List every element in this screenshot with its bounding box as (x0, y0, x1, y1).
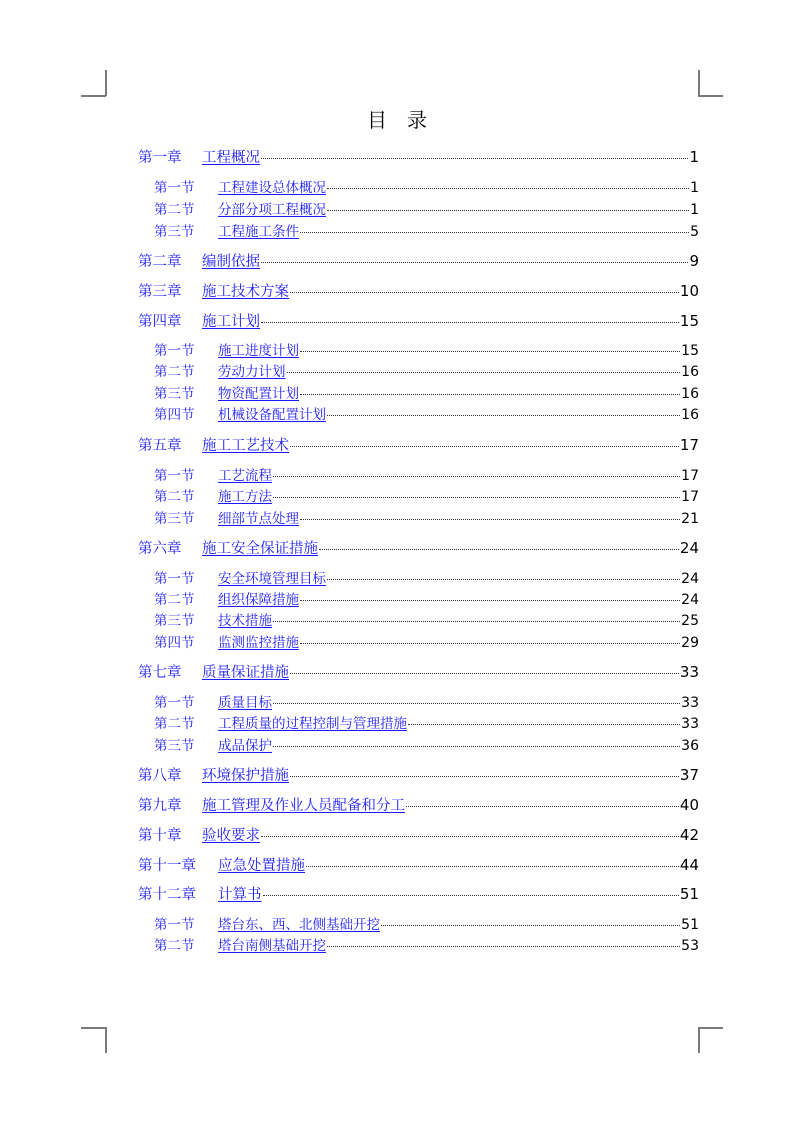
toc-section-row[interactable] (154, 220, 699, 240)
dot-leader (300, 232, 689, 233)
toc-section-row[interactable] (154, 403, 699, 423)
toc-entry-title-link[interactable]: 施工方法 (218, 489, 272, 505)
toc-entry-title-link[interactable]: 施工技术方案 (202, 284, 289, 300)
toc-entry-number-link[interactable]: 第七章 (138, 665, 182, 681)
toc-entry-title-link[interactable]: 施工管理及作业人员配备和分工 (202, 798, 405, 814)
toc-chapter-row[interactable] (138, 537, 699, 557)
toc-chapter-row[interactable] (138, 250, 699, 270)
toc-section-row[interactable] (154, 588, 699, 608)
toc-page-number: 15 (679, 312, 699, 330)
dot-leader (327, 946, 680, 947)
toc-page-number: 17 (681, 489, 699, 505)
dot-leader (300, 394, 680, 395)
toc-entry-number-link[interactable]: 第九章 (138, 798, 182, 814)
toc-chapter-row[interactable] (138, 883, 699, 903)
dot-leader (261, 158, 688, 159)
dot-leader (273, 476, 680, 477)
toc-entry-number-link[interactable]: 第三章 (138, 284, 182, 300)
toc-entry-title-link[interactable]: 工程概况 (202, 150, 260, 166)
toc-entry-number-link[interactable]: 第三节 (154, 386, 195, 402)
toc-entry-number-link[interactable]: 第二节 (154, 716, 195, 732)
toc-entry-number-link[interactable]: 第一节 (154, 695, 195, 711)
toc-entry-title-link[interactable]: 塔台东、西、北侧基础开挖 (218, 917, 380, 933)
toc-entry-title-link[interactable]: 计算书 (218, 887, 262, 903)
toc-entry-number-link[interactable]: 第二节 (154, 364, 195, 380)
dot-leader (327, 415, 680, 416)
dot-leader (327, 188, 689, 189)
dot-leader (290, 673, 679, 674)
toc-entry-number-link[interactable]: 第三节 (154, 511, 195, 527)
toc-entry-title-link[interactable]: 安全环境管理目标 (218, 571, 326, 587)
toc-section-row[interactable] (154, 734, 699, 754)
toc-page-number: 53 (681, 938, 699, 954)
dot-leader (300, 643, 680, 644)
dot-leader (290, 292, 679, 293)
toc-entry-number-link[interactable]: 第十章 (138, 828, 182, 844)
dot-leader (261, 836, 679, 837)
toc-page-number: 16 (681, 386, 699, 402)
toc-entry-number-link[interactable]: 第十二章 (138, 887, 196, 903)
dot-leader (290, 776, 679, 777)
toc-entry-title-link[interactable]: 细部节点处理 (218, 511, 299, 527)
toc-entry-title-link[interactable]: 分部分项工程概况 (218, 202, 326, 218)
toc-entry-title-link[interactable]: 工艺流程 (218, 468, 272, 484)
toc-entry-number-link[interactable]: 第二节 (154, 592, 195, 608)
toc-entry-number-link[interactable]: 第一章 (138, 150, 182, 166)
toc-entry-title-link[interactable]: 物资配置计划 (218, 386, 299, 402)
toc-section-row[interactable] (154, 198, 699, 218)
toc-page-number: 51 (679, 885, 699, 903)
dot-leader (319, 549, 679, 550)
toc-chapter-row[interactable] (138, 824, 699, 844)
toc-entry-number-link[interactable]: 第八章 (138, 768, 182, 784)
toc-section-row[interactable] (154, 631, 699, 651)
toc-section-row[interactable] (154, 464, 699, 484)
toc-section-row[interactable] (154, 507, 699, 527)
toc-chapter-row[interactable] (138, 146, 699, 166)
toc-entry-number-link[interactable]: 第四节 (154, 635, 195, 651)
toc-entry-number-link[interactable]: 第三节 (154, 224, 195, 240)
toc-page-number: 16 (681, 407, 699, 423)
crop-mark-bottom-left (105, 1027, 107, 1053)
crop-mark-bottom-left (81, 1027, 106, 1029)
toc-entry-title-link[interactable]: 塔台南侧基础开挖 (218, 938, 326, 954)
toc-page-number: 1 (690, 180, 699, 196)
toc-entry-title-link[interactable]: 劳动力计划 (218, 364, 286, 380)
toc-entry-number-link[interactable]: 第五章 (138, 438, 182, 454)
toc-page-number: 24 (679, 539, 699, 557)
toc-entry-title-link[interactable]: 工程质量的过程控制与管理措施 (218, 716, 407, 732)
toc-page-number: 42 (679, 826, 699, 844)
dot-leader (406, 806, 679, 807)
toc-entry-title-link[interactable]: 应急处置措施 (218, 858, 305, 874)
toc-page-number: 24 (681, 571, 699, 587)
toc-page-number: 21 (681, 511, 699, 527)
toc-page-number: 37 (679, 766, 699, 784)
toc-section-row[interactable] (154, 691, 699, 711)
toc-entry-title-link[interactable]: 工程建设总体概况 (218, 180, 326, 196)
toc-entry-number-link[interactable]: 第一节 (154, 571, 195, 587)
dot-leader (381, 925, 680, 926)
toc-chapter-row[interactable] (138, 854, 699, 874)
toc-entry-number-link[interactable]: 第二章 (138, 254, 182, 270)
toc-entry-title-link[interactable]: 组织保障措施 (218, 592, 299, 608)
toc-entry-title-link[interactable]: 技术措施 (218, 613, 272, 629)
toc-page-number: 24 (681, 592, 699, 608)
toc-entry-number-link[interactable]: 第一节 (154, 917, 195, 933)
toc-page-number: 29 (681, 635, 699, 651)
toc-entry-title-link[interactable]: 机械设备配置计划 (218, 407, 326, 423)
toc-page-number: 36 (681, 738, 699, 754)
dot-leader (273, 746, 680, 747)
toc-page-number: 1 (689, 148, 699, 166)
crop-mark-bottom-right (698, 1027, 700, 1053)
toc-page-number: 1 (690, 202, 699, 218)
toc-entry-number-link[interactable]: 第四章 (138, 314, 182, 330)
toc-title-char: 目 (367, 108, 387, 132)
toc-entry-number-link[interactable]: 第一节 (154, 468, 195, 484)
toc-section-row[interactable] (154, 712, 699, 732)
toc-page-number: 17 (681, 468, 699, 484)
dot-leader (327, 579, 680, 580)
toc-entry-number-link[interactable]: 第六章 (138, 541, 182, 557)
toc-chapter-row[interactable] (138, 310, 699, 330)
toc-page-number: 40 (679, 796, 699, 814)
toc-section-row[interactable] (154, 609, 699, 629)
toc-chapter-row[interactable] (138, 280, 699, 300)
toc-section-row[interactable] (154, 382, 699, 402)
toc-page-number: 33 (681, 716, 699, 732)
toc-chapter-row[interactable] (138, 794, 699, 814)
toc-page-number: 17 (679, 436, 699, 454)
dot-leader (263, 895, 679, 896)
toc-title (0, 104, 794, 133)
dot-leader (273, 497, 680, 498)
dot-leader (408, 724, 680, 725)
toc-entry-title-link[interactable]: 施工进度计划 (218, 343, 299, 359)
toc-chapter-row[interactable] (138, 764, 699, 784)
toc-entry-title-link[interactable]: 质量目标 (218, 695, 272, 711)
toc-entry-number-link[interactable]: 第十一章 (138, 858, 196, 874)
toc-entry-title-link[interactable]: 施工计划 (202, 314, 260, 330)
toc-entry-title-link[interactable]: 编制依据 (202, 254, 260, 270)
crop-mark-bottom-right (698, 1027, 723, 1029)
toc-page-number: 33 (679, 663, 699, 681)
toc-entry-title-link[interactable]: 监测监控措施 (218, 635, 299, 651)
toc-entry-title-link[interactable]: 施工安全保证措施 (202, 541, 318, 557)
toc-section-row[interactable] (154, 339, 699, 359)
toc-page-number: 44 (679, 856, 699, 874)
dot-leader (300, 600, 680, 601)
toc-page-number: 5 (690, 224, 699, 240)
toc-entry-number-link[interactable]: 第三节 (154, 738, 195, 754)
toc-entry-title-link[interactable]: 成品保护 (218, 738, 272, 754)
dot-leader (300, 519, 680, 520)
toc-section-row[interactable] (154, 913, 699, 933)
toc-entry-number-link[interactable]: 第四节 (154, 407, 195, 423)
toc-chapter-row[interactable] (138, 661, 699, 681)
toc-page-number: 15 (681, 343, 699, 359)
toc-page-number: 33 (681, 695, 699, 711)
dot-leader (306, 866, 679, 867)
crop-mark-top-left (105, 70, 107, 96)
dot-leader (290, 446, 679, 447)
dot-leader (287, 372, 681, 373)
toc-page-number: 25 (681, 613, 699, 629)
toc-section-row[interactable] (154, 360, 699, 380)
toc-entry-number-link[interactable]: 第一节 (154, 343, 195, 359)
toc-entry-number-link[interactable]: 第二节 (154, 202, 195, 218)
dot-leader (261, 262, 688, 263)
crop-mark-top-left (81, 95, 106, 97)
dot-leader (300, 351, 680, 352)
toc-entry-title-link[interactable]: 工程施工条件 (218, 224, 299, 240)
toc-chapter-row[interactable] (138, 434, 699, 454)
dot-leader (273, 621, 680, 622)
toc-entry-number-link[interactable]: 第一节 (154, 180, 195, 196)
dot-leader (273, 703, 680, 704)
toc-section-row[interactable] (154, 567, 699, 587)
toc-page-number: 16 (681, 364, 699, 380)
toc-entry-number-link[interactable]: 第二节 (154, 489, 195, 505)
dot-leader (261, 322, 679, 323)
crop-mark-top-right (698, 95, 723, 97)
toc-page-number: 10 (679, 282, 699, 300)
crop-mark-top-right (698, 70, 700, 96)
toc-entry-number-link[interactable]: 第二节 (154, 938, 195, 954)
toc-entry-title-link[interactable]: 质量保证措施 (202, 665, 289, 681)
toc-section-row[interactable] (154, 934, 699, 954)
toc-title-char: 录 (407, 108, 427, 132)
toc-entry-number-link[interactable]: 第三节 (154, 613, 195, 629)
toc-entry-title-link[interactable]: 施工工艺技术 (202, 438, 289, 454)
toc-entry-title-link[interactable]: 环境保护措施 (202, 768, 289, 784)
toc-page-number: 51 (681, 917, 699, 933)
toc-entry-title-link[interactable]: 验收要求 (202, 828, 260, 844)
toc-section-row[interactable] (154, 485, 699, 505)
toc-section-row[interactable] (154, 176, 699, 196)
toc-page-number: 9 (689, 252, 699, 270)
dot-leader (327, 210, 689, 211)
